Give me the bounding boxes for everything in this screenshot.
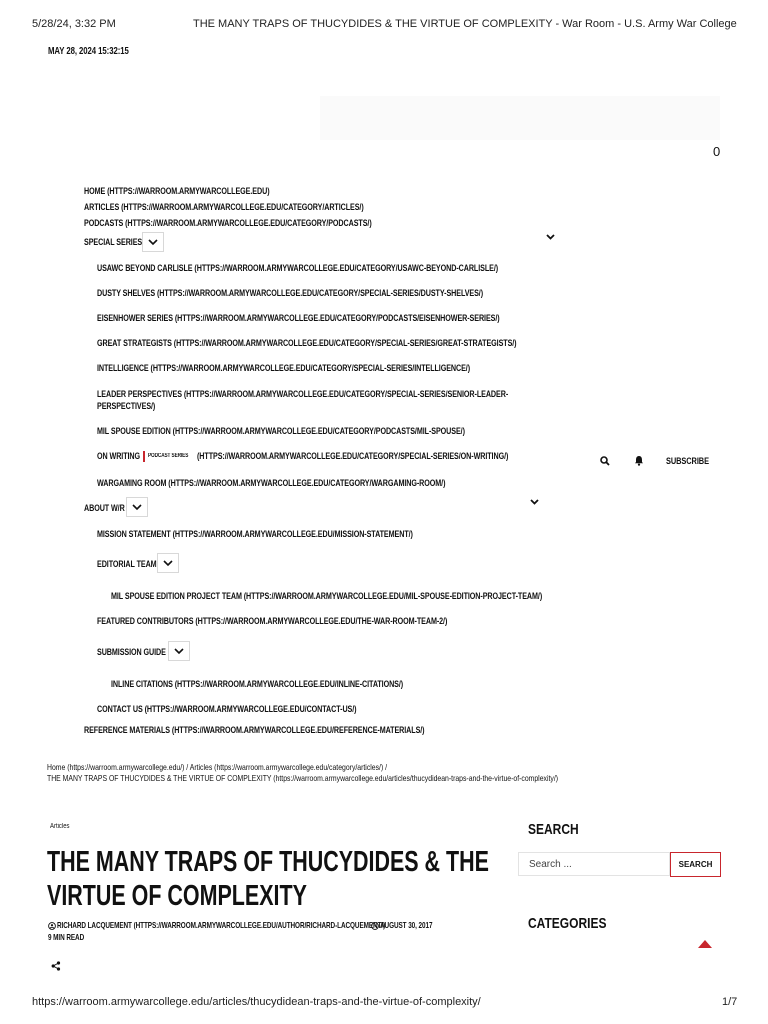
timestamp: MAY 28, 2024 15:32:15 xyxy=(48,46,129,57)
submenu-dusty-shelves[interactable]: DUSTY SHELVES (HTTPS://WARROOM.ARMYWARCOLLEGE.EDU/CATEGORY/SPECIAL-SERIES/DUSTY-SHELVES/) xyxy=(97,288,484,298)
submenu-leader-perspectives-cont[interactable]: PERSPECTIVES/) xyxy=(97,401,156,411)
submenu-contact-us[interactable]: CONTACT US (HTTPS://WARROOM.ARMYWARCOLLEGE.EDU/CONTACT-US/) xyxy=(97,704,357,714)
breadcrumb[interactable]: Home (https://warroom.armywarcollege.edu/) / Articles (https://warroom.armywarcollege.edu/category/articles/) / xyxy=(47,762,388,772)
page-title-line2: VIRTUE OF COMPLEXITY xyxy=(47,880,307,912)
print-footer-url: https://warroom.armywarcollege.edu/articles/thucydidean-traps-and-the-virtue-of-complexity/ xyxy=(32,996,481,1008)
chevron-down-icon xyxy=(148,239,158,246)
submenu-on-writing-url[interactable]: (HTTPS://WARROOM.ARMYWARCOLLEGE.EDU/CATEGORY/SPECIAL-SERIES/ON-WRITING/) xyxy=(197,451,509,461)
submenu-wargaming-room[interactable]: WARGAMING ROOM (HTTPS://WARROOM.ARMYWARCOLLEGE.EDU/CATEGORY/WARGAMING-ROOM/) xyxy=(97,478,446,488)
search-input[interactable] xyxy=(518,852,670,876)
print-page-title: THE MANY TRAPS OF THUCYDIDES & THE VIRTUE OF COMPLEXITY - War Room - U.S. Army War College xyxy=(193,18,737,30)
submenu-great-strategists[interactable]: GREAT STRATEGISTS (HTTPS://WARROOM.ARMYWARCOLLEGE.EDU/CATEGORY/SPECIAL-SERIES/GREAT-STRATEGISTS/) xyxy=(97,338,517,348)
nav-podcasts[interactable]: PODCASTS (HTTPS://WARROOM.ARMYWARCOLLEGE.EDU/CATEGORY/PODCASTS/) xyxy=(84,218,372,228)
submenu-mil-spouse-edition[interactable]: MIL SPOUSE EDITION (HTTPS://WARROOM.ARMYWARCOLLEGE.EDU/CATEGORY/PODCASTS/MIL-SPOUSE/) xyxy=(97,426,465,436)
chevron-down-icon[interactable] xyxy=(546,234,555,240)
submenu-submission-guide[interactable]: SUBMISSION GUIDE xyxy=(97,647,166,657)
editorial-toggle[interactable] xyxy=(157,553,179,573)
chevron-down-icon xyxy=(174,648,184,655)
submenu-mil-spouse-project-team[interactable]: MIL SPOUSE EDITION PROJECT TEAM (HTTPS://WARROOM.ARMYWARCOLLEGE.EDU/MIL-SPOUSE-EDITION-PROJECT-TEAM/) xyxy=(111,591,543,601)
submenu-editorial-team[interactable]: EDITORIAL TEAM xyxy=(97,559,157,569)
search-icon[interactable] xyxy=(600,456,610,466)
nav-about[interactable]: ABOUT W/R xyxy=(84,503,125,513)
submission-toggle[interactable] xyxy=(168,641,190,661)
print-datetime: 5/28/24, 3:32 PM xyxy=(32,18,116,30)
scroll-to-top-icon[interactable] xyxy=(698,940,712,948)
search-heading: SEARCH xyxy=(528,821,579,838)
submenu-featured-contributors[interactable]: FEATURED CONTRIBUTORS (HTTPS://WARROOM.ARMYWARCOLLEGE.EDU/THE-WAR-ROOM-TEAM-2/) xyxy=(97,616,448,626)
author-link[interactable]: RICHARD LACQUEMENT (HTTPS://WARROOM.ARMYWARCOLLEGE.EDU/AUTHOR/RICHARD-LACQUEMENT/) xyxy=(57,921,386,930)
header-banner xyxy=(320,96,720,140)
chevron-down-icon xyxy=(132,504,142,511)
about-toggle[interactable] xyxy=(126,497,148,517)
nav-articles[interactable]: ARTICLES (HTTPS://WARROOM.ARMYWARCOLLEGE.EDU/CATEGORY/ARTICLES/) xyxy=(84,202,364,212)
search-button[interactable]: SEARCH xyxy=(670,852,721,877)
nav-home[interactable]: HOME (HTTPS://WARROOM.ARMYWARCOLLEGE.EDU) xyxy=(84,186,270,196)
counter: 0 xyxy=(713,144,721,159)
submenu-intelligence[interactable]: INTELLIGENCE (HTTPS://WARROOM.ARMYWARCOLLEGE.EDU/CATEGORY/SPECIAL-SERIES/INTELLIGENCE/) xyxy=(97,363,471,373)
bell-icon[interactable] xyxy=(634,455,644,466)
submenu-eisenhower-series[interactable]: EISENHOWER SERIES (HTTPS://WARROOM.ARMYWARCOLLEGE.EDU/CATEGORY/PODCASTS/EISENHOWER-SERIES/) xyxy=(97,313,500,323)
chevron-down-icon[interactable] xyxy=(530,499,539,505)
submenu-inline-citations[interactable]: INLINE CITATIONS (HTTPS://WARROOM.ARMYWARCOLLEGE.EDU/INLINE-CITATIONS/) xyxy=(111,679,404,689)
nav-special-series[interactable]: SPECIAL SERIES xyxy=(84,237,143,247)
submenu-usawc-beyond-carlisle[interactable]: USAWC BEYOND CARLISLE (HTTPS://WARROOM.ARMYWARCOLLEGE.EDU/CATEGORY/USAWC-BEYOND-CARLISLE/) xyxy=(97,263,499,273)
categories-heading: CATEGORIES xyxy=(528,915,607,932)
submenu-leader-perspectives[interactable]: LEADER PERSPECTIVES (HTTPS://WARROOM.ARMYWARCOLLEGE.EDU/CATEGORY/SPECIAL-SERIES/SENIOR-LEADER- xyxy=(97,389,509,399)
user-icon xyxy=(48,922,56,930)
article-category[interactable]: Articles xyxy=(50,823,70,830)
chevron-down-icon xyxy=(163,560,173,567)
breadcrumb-current[interactable]: THE MANY TRAPS OF THUCYDIDES & THE VIRTUE OF COMPLEXITY (https://warroom.armywarcollege.edu/articles/thucydidean-traps-and-the-virtue-of-complexity/) xyxy=(47,773,559,783)
submenu-mission-statement[interactable]: MISSION STATEMENT (HTTPS://WARROOM.ARMYWARCOLLEGE.EDU/MISSION-STATEMENT/) xyxy=(97,529,413,539)
print-page-number: 1/7 xyxy=(722,996,738,1008)
page-title: THE MANY TRAPS OF THUCYDIDES & THE xyxy=(47,846,489,878)
podcast-series-tag: PODCAST SERIES xyxy=(148,453,189,459)
publish-date: AUGUST 30, 2017 xyxy=(380,921,433,930)
share-icon[interactable] xyxy=(51,961,61,971)
submenu-on-writing[interactable]: ON WRITING xyxy=(97,451,141,461)
subscribe-button[interactable]: SUBSCRIBE xyxy=(666,456,709,467)
separator-bar xyxy=(143,451,145,462)
nav-reference-materials[interactable]: REFERENCE MATERIALS (HTTPS://WARROOM.ARMYWARCOLLEGE.EDU/REFERENCE-MATERIALS/) xyxy=(84,725,425,735)
special-series-toggle[interactable] xyxy=(142,232,164,252)
read-time: 9 MIN READ xyxy=(48,933,85,942)
clock-icon xyxy=(371,922,379,930)
